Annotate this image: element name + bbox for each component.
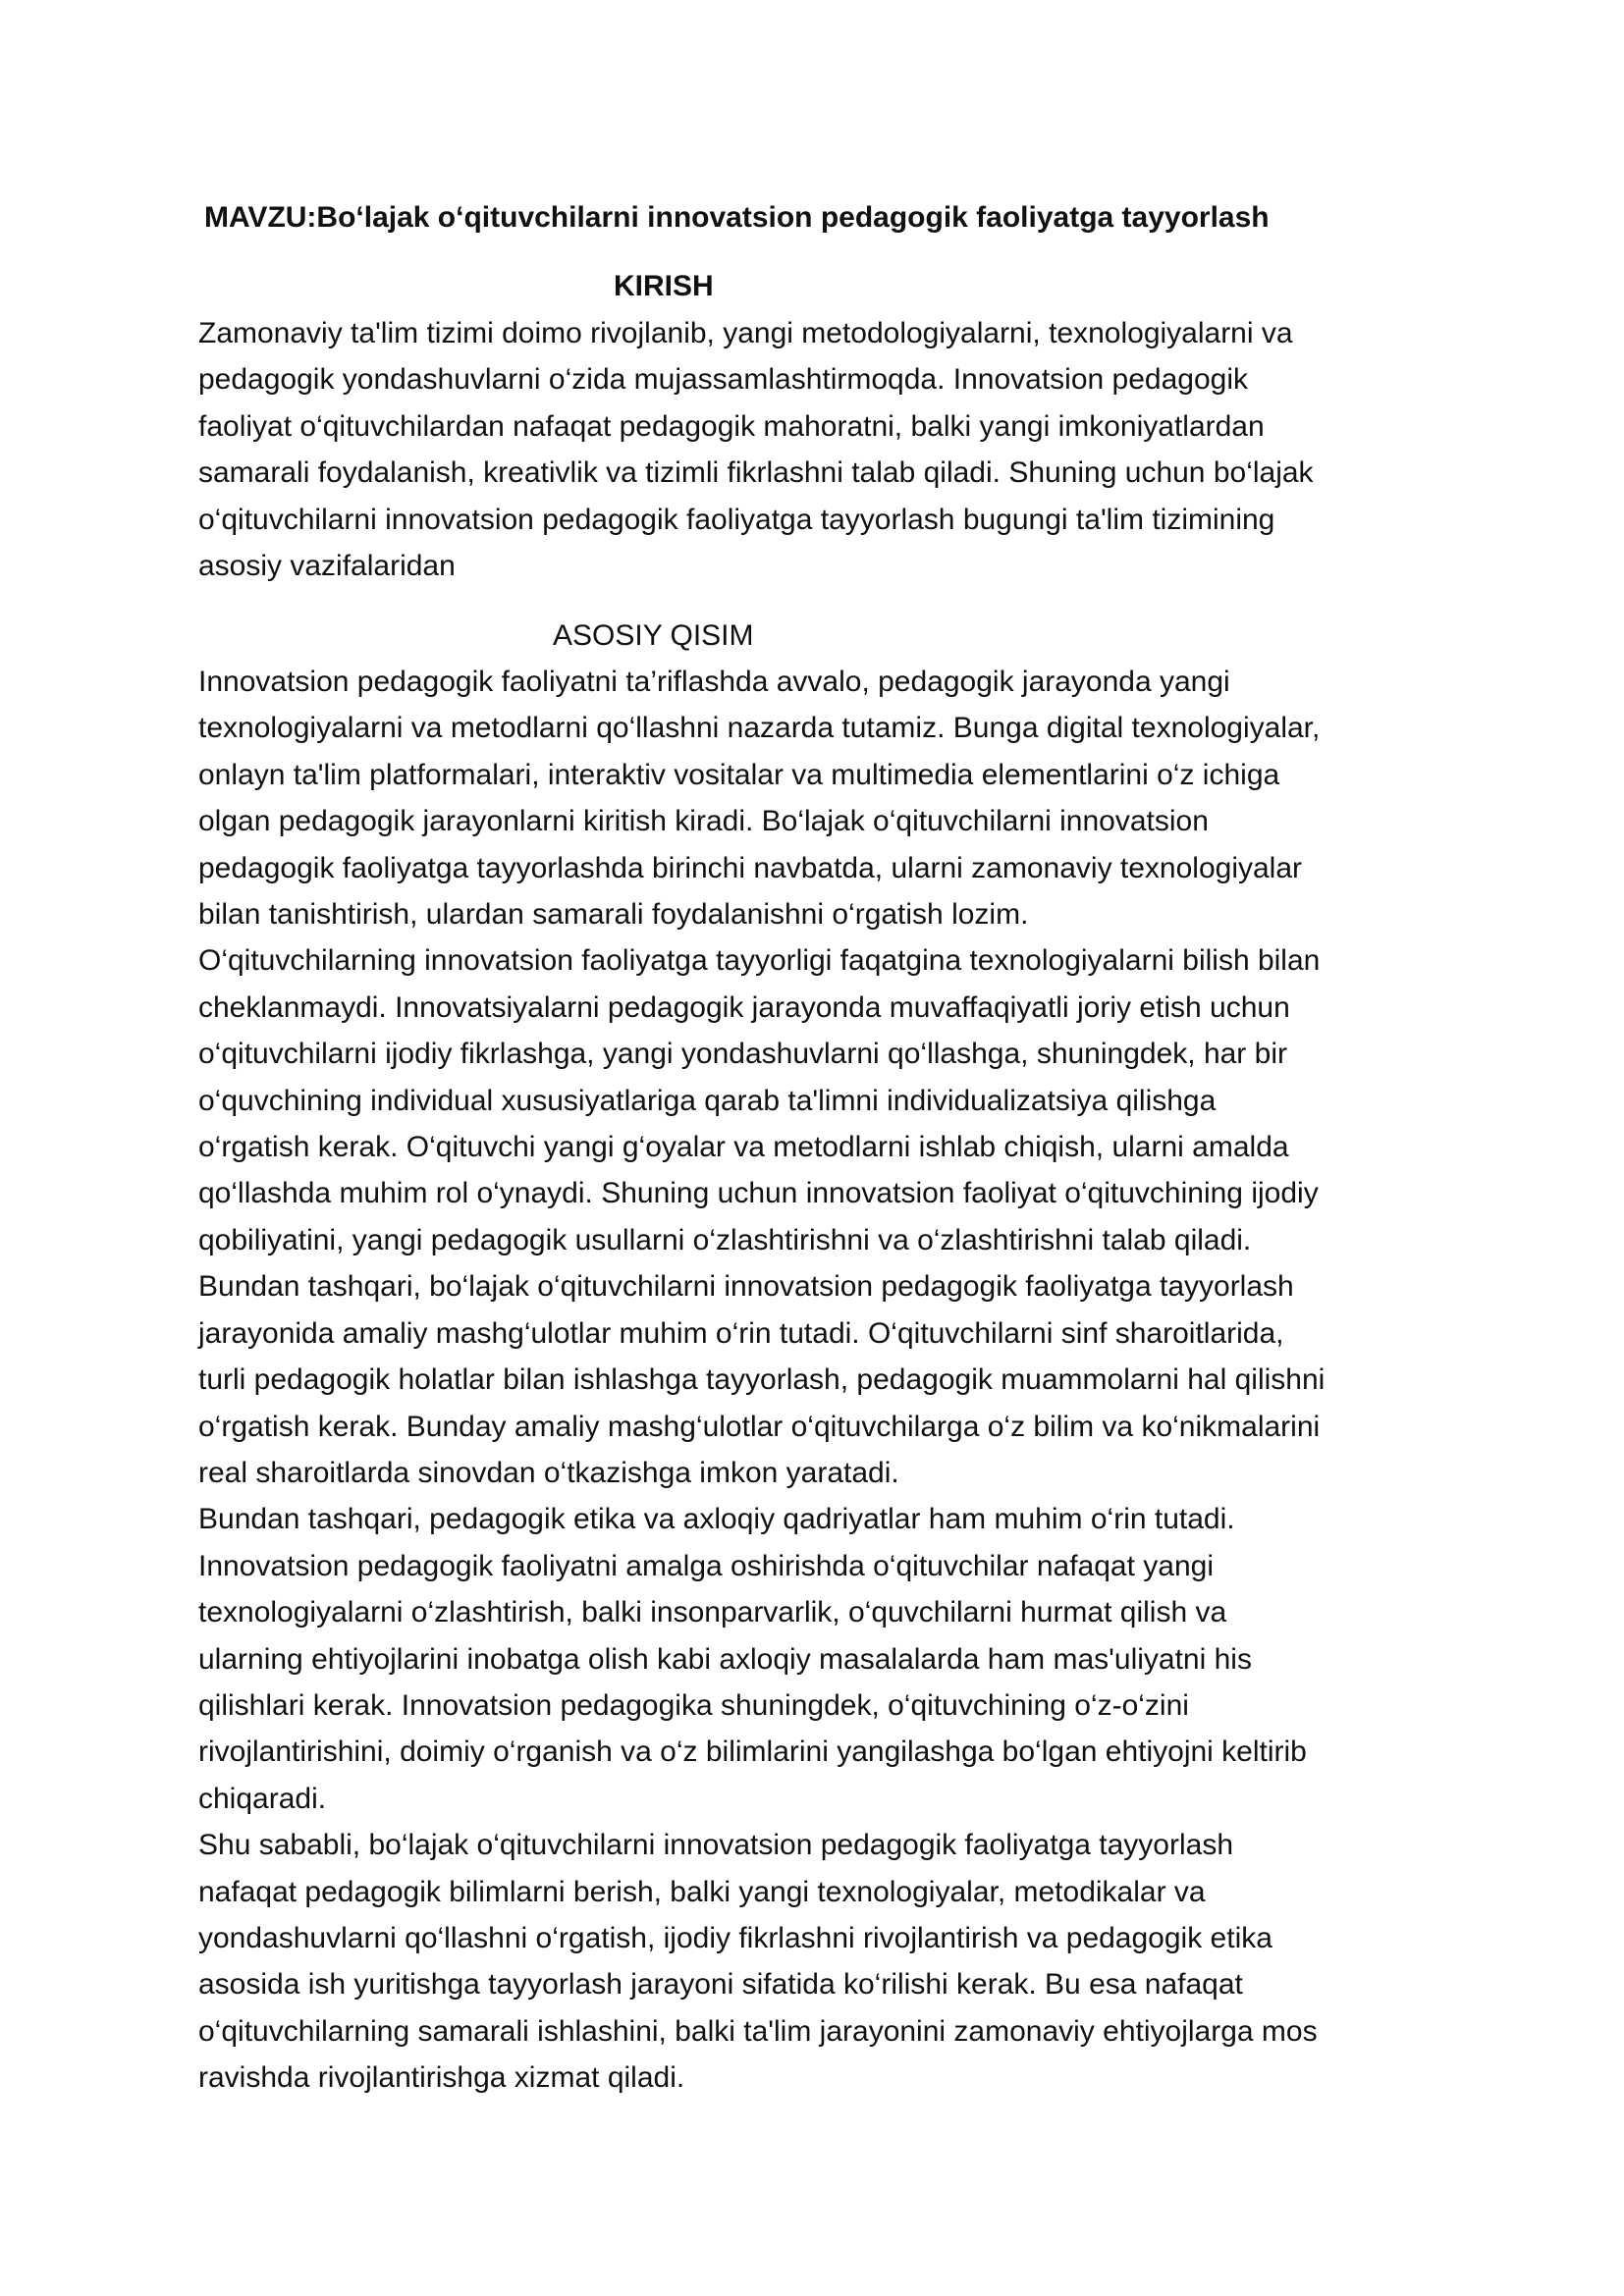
text-line: Shu sababli, bo‘lajak o‘qituvchilarni innovatsion pedagogik faoliyatga tayyorlash bbox=[198, 1829, 1233, 1862]
main-body bbox=[198, 659, 1475, 2102]
text-line: asosiy vazifalaridan bbox=[198, 550, 456, 583]
intro-paragraph bbox=[198, 310, 1475, 589]
text-line: rivojlantirishini, doimiy o‘rganish va o‘z bilimlarini yangilashga bo‘lgan ehtiyojni keltirib bbox=[198, 1735, 1307, 1769]
text-line: Bundan tashqari, bo‘lajak o‘qituvchilarni innovatsion pedagogik faoliyatga tayyorlash bbox=[198, 1270, 1294, 1304]
text-line: o‘quvchining individual xususiyatlariga qarab ta'limni individualizatsiya qilishga bbox=[198, 1084, 1217, 1117]
text-line: qobiliyatini, yangi pedagogik usullarni o‘zlashtirishni va o‘zlashtirishni talab qiladi. bbox=[198, 1223, 1252, 1256]
text-line: ularning ehtiyojlarini inobatga olish kabi axloqiy masalalarda ham mas'uliyatni his bbox=[198, 1642, 1252, 1676]
text-line: faoliyat o‘qituvchilardan nafaqat pedagogik mahoratni, balki yangi imkoniyatlardan bbox=[198, 409, 1265, 443]
document-title: MAVZU:Bo‘lajak o‘qituvchilarni innovatsion pedagogik faoliyatga tayyorlash bbox=[204, 201, 1270, 234]
text-line: texnologiyalarni va metodlarni qo‘llashni nazarda tutamiz. Bunga digital texnologiyalar, bbox=[198, 712, 1321, 745]
text-line: o‘qituvchilarning samarali ishlashini, balki ta'lim jarayonini zamonaviy ehtiyojlarga mos bbox=[198, 2014, 1318, 2048]
text-line: qilishlari kerak. Innovatsion pedagogika shuningdek, o‘qituvchining o‘z-o‘zini bbox=[198, 1688, 1189, 1722]
text-line: o‘qituvchilarni ijodiy fikrlashga, yangi yondashuvlarni qo‘llashga, shuningdek, har bir bbox=[198, 1038, 1287, 1071]
text-line: texnologiyalarni o‘zlashtirish, balki insonparvarlik, o‘quvchilarni hurmat qilish va bbox=[198, 1596, 1227, 1629]
text-line: O‘qituvchilarning innovatsion faoliyatga tayyorligi faqatgina texnologiyalarni bilish bilan bbox=[198, 944, 1321, 978]
text-line: cheklanmaydi. Innovatsiyalarni pedagogik jarayonda muvaffaqiyatli joriy etish uchun bbox=[198, 990, 1290, 1024]
text-line: pedagogik yondashuvlarni o‘zida mujassamlashtirmoqda. Innovatsion pedagogik bbox=[198, 363, 1248, 397]
text-line: qo‘llashda muhim rol o‘ynaydi. Shuning uchun innovatsion faoliyat o‘qituvchining ijodiy bbox=[198, 1177, 1319, 1210]
text-line: asosida ish yuritishga tayyorlash jarayoni sifatida ko‘rilishi kerak. Bu esa nafaqat bbox=[198, 1968, 1243, 2002]
text-line: real sharoitlarda sinovdan o‘tkazishga imkon yaratadi. bbox=[198, 1456, 899, 1489]
main-heading: ASOSIY QISIM bbox=[553, 619, 754, 652]
text-line: o‘qituvchilarni innovatsion pedagogik faoliyatga tayyorlash bugungi ta'lim tizimining bbox=[198, 503, 1275, 536]
text-line: pedagogik faoliyatga tayyorlashda birinchi navbatda, ularni zamonaviy texnologiyalar bbox=[198, 851, 1303, 884]
text-line: nafaqat pedagogik bilimlarni berish, balki yangi texnologiyalar, metodikalar va bbox=[198, 1875, 1206, 1908]
text-line: turli pedagogik holatlar bilan ishlashga tayyorlash, pedagogik muammolarni hal qilishni bbox=[198, 1363, 1326, 1397]
text-line: Innovatsion pedagogik faoliyatni ta’riflashda avvalo, pedagogik jarayonda yangi bbox=[198, 666, 1230, 698]
intro-heading: KIRISH bbox=[614, 270, 714, 302]
text-line: jarayonida amaliy mashg‘ulotlar muhim o‘rin tutadi. O‘qituvchilarni sinf sharoitlarida, bbox=[198, 1316, 1284, 1350]
text-line: yondashuvlarni qo‘llashni o‘rgatish, ijodiy fikrlashni rivojlantirish va pedagogik etika bbox=[198, 1921, 1272, 1954]
text-line: onlayn ta'lim platformalari, interaktiv vositalar va multimedia elementlarini o‘z ichiga bbox=[198, 758, 1280, 791]
text-line: samarali foydalanish, kreativlik va tizimli fikrlashni talab qiladi. Shuning uchun bo‘lajak bbox=[198, 456, 1314, 490]
text-line: bilan tanishtirish, ulardan samarali foydalanishni o‘rgatish lozim. bbox=[198, 898, 1029, 932]
text-line: o‘rgatish kerak. Bunday amaliy mashg‘ulotlar o‘qituvchilarga o‘z bilim va ko‘nikmalarini bbox=[198, 1410, 1321, 1443]
text-line: chiqaradi. bbox=[198, 1782, 327, 1815]
text-line: Innovatsion pedagogik faoliyatni amalga oshirishda o‘qituvchilar nafaqat yangi bbox=[198, 1549, 1215, 1582]
text-line: o‘rgatish kerak. O‘qituvchi yangi g‘oyalar va metodlarni ishlab chiqish, ularni amalda bbox=[198, 1131, 1289, 1164]
text-line: Bundan tashqari, pedagogik etika va axloqiy qadriyatlar ham muhim o‘rin tutadi. bbox=[198, 1503, 1235, 1536]
text-line: Zamonaviy ta'lim tizimi doimo rivojlanib, yangi metodologiyalarni, texnologiyalarni va bbox=[198, 317, 1293, 349]
text-line: olgan pedagogik jarayonlarni kiritish kiradi. Bo‘lajak o‘qituvchilarni innovatsion bbox=[198, 805, 1209, 838]
text-line: ravishda rivojlantirishga xizmat qiladi. bbox=[198, 2061, 685, 2095]
